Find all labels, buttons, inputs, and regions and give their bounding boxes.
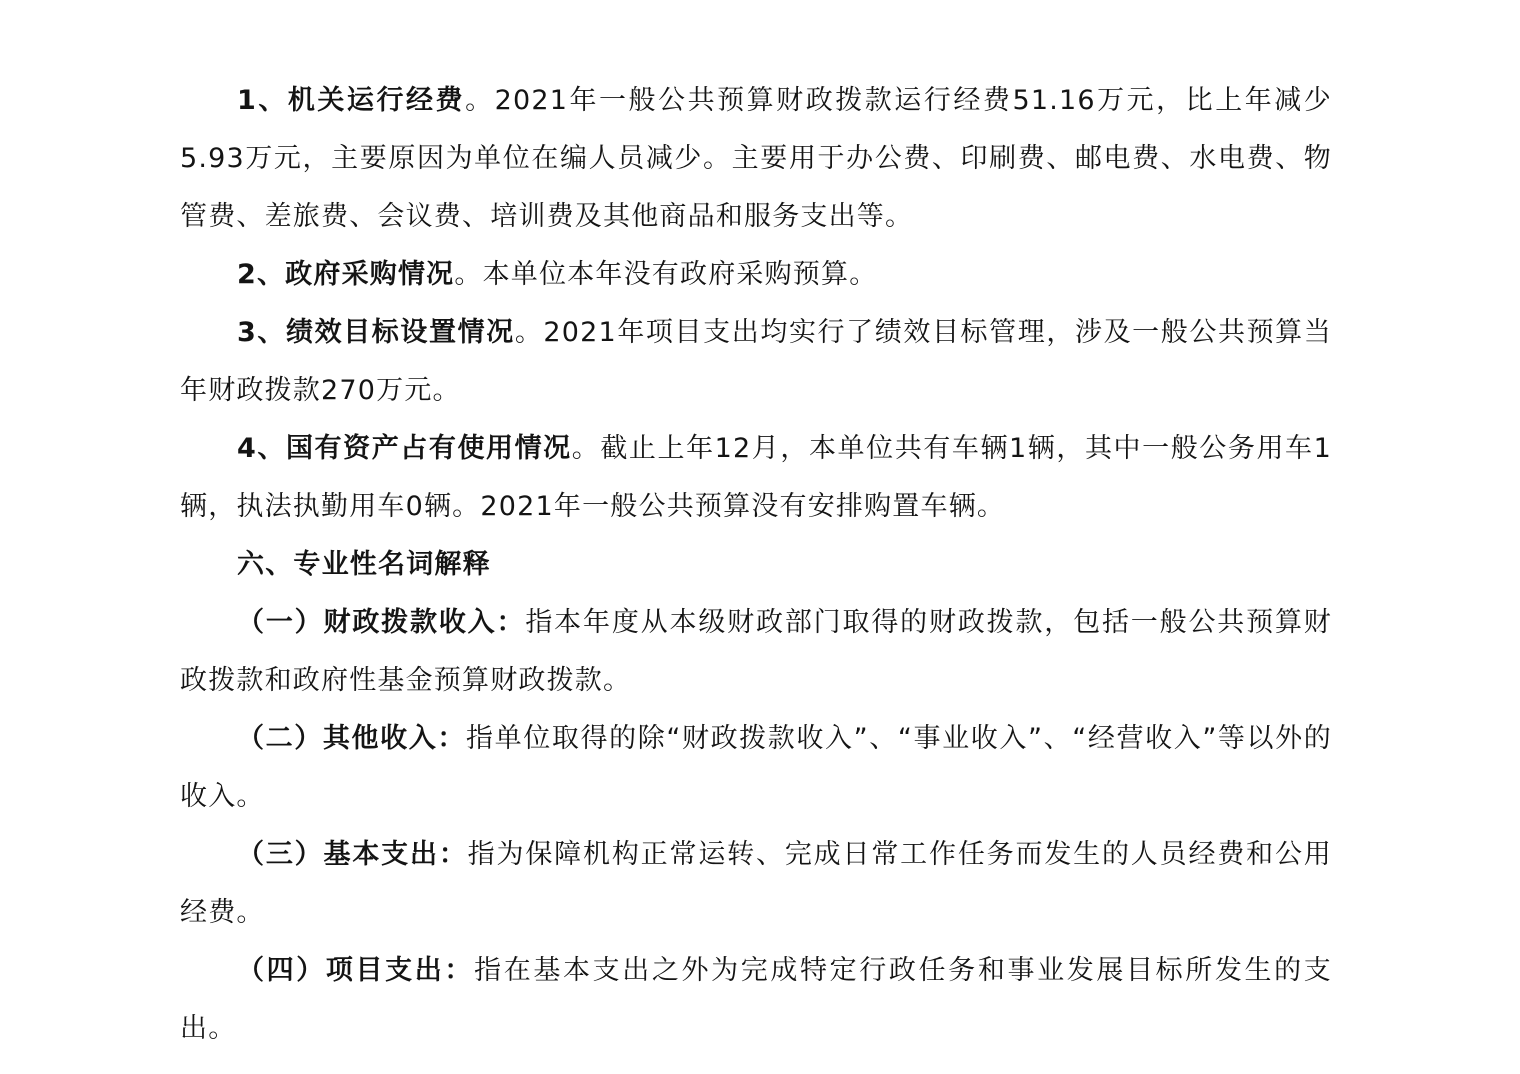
paragraph-lead: 2、政府采购情况 (237, 259, 455, 290)
definition-term: （一）财政拨款收入： (237, 607, 526, 638)
definition-text: 指在基本支出之外为完成特定行政任务和事业发展目标所发生的支出。 (180, 955, 1332, 1044)
paragraph-lead: 1、机关运行经费 (237, 85, 466, 116)
document-page (180, 72, 1332, 1058)
definition-text: 指为保障机构正常运转、完成日常工作任务而发生的人员经费和公用经费。 (180, 839, 1333, 928)
paragraph-body: 。本单位本年没有政府采购预算。 (454, 259, 878, 290)
paragraph-body: 。2021年一般公共预算财政拨款运行经费51.16万元，比上年减少5.93万元，主要原因为单位在编人员减少。主要用于办公费、印刷费、邮电费、水电费、物管费、差旅费、会议费、培训费及其他商品和服务支出等。 (180, 85, 1333, 232)
definition-fiscal-appropriation-income (180, 594, 1332, 710)
paragraph-lead: 4、国有资产占有使用情况 (237, 433, 572, 464)
definition-text: 指本年度从本级财政部门取得的财政拨款，包括一般公共预算财政拨款和政府性基金预算财政拨款。 (180, 607, 1332, 696)
paragraph-lead: 3、绩效目标设置情况 (237, 317, 515, 348)
definition-term: （二）其他收入： (237, 723, 466, 754)
paragraph-body: 。截止上年12月，本单位共有车辆1辆，其中一般公务用车1辆，执法执勤用车0辆。2021年一般公共预算没有安排购置车辆。 (180, 433, 1332, 522)
definition-text: 指单位取得的除“财政拨款收入”、“事业收入”、“经营收入”等以外的收入。 (180, 723, 1332, 812)
paragraph-procurement (180, 246, 1332, 304)
paragraph-performance-targets (180, 304, 1332, 420)
paragraph-operating-funds (180, 72, 1332, 246)
section-heading: 六、专业性名词解释 (237, 549, 491, 580)
paragraph-body: 。2021年项目支出均实行了绩效目标管理，涉及一般公共预算当年财政拨款270万元。 (180, 317, 1332, 406)
definition-project-expenditure (180, 942, 1332, 1058)
definition-term: （四）项目支出： (237, 955, 475, 986)
definition-other-income (180, 710, 1332, 826)
definition-basic-expenditure (180, 826, 1332, 942)
definition-term: （三）基本支出： (237, 839, 468, 870)
paragraph-state-assets (180, 420, 1332, 536)
